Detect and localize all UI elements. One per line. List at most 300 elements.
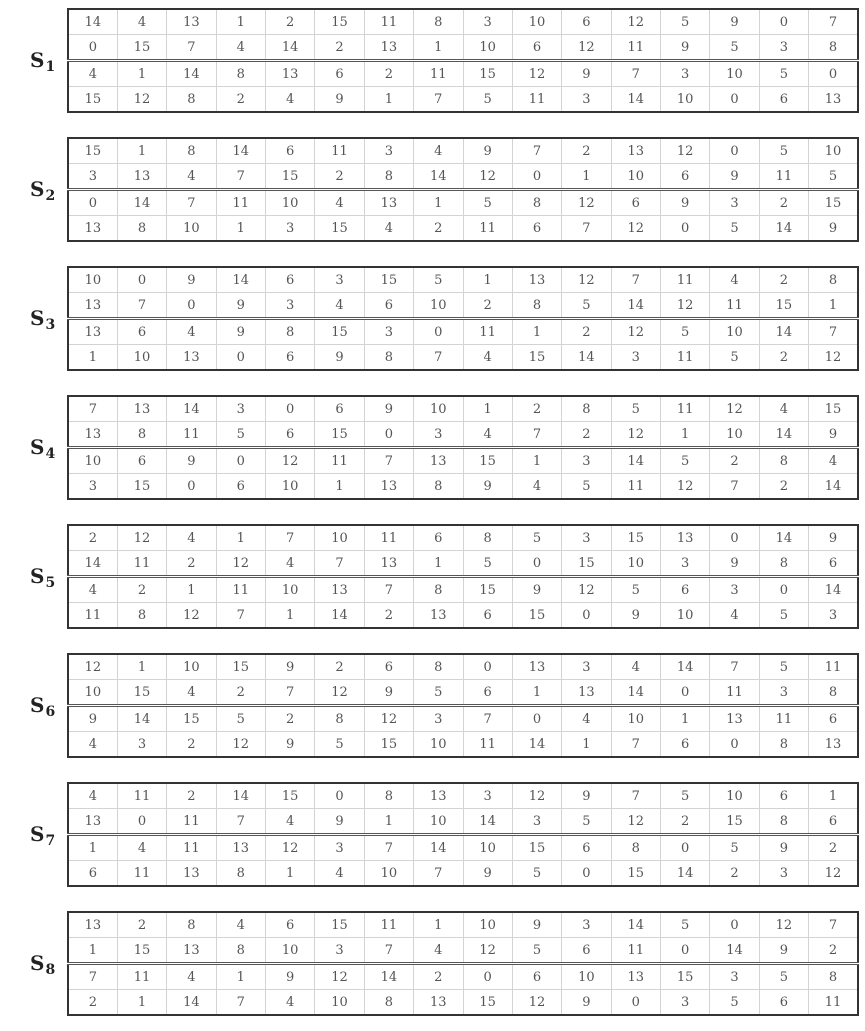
sbox-cell: 12 [463,164,512,190]
sbox-cell: 12 [512,990,561,1016]
sbox-cell: 0 [315,783,364,809]
sbox-cell: 10 [463,835,512,861]
sbox-cell: 10 [414,732,463,758]
sbox-cell: 4 [710,267,759,293]
sbox-cell: 5 [710,835,759,861]
sbox-cell: 15 [463,61,512,87]
sbox-cell: 1 [414,551,463,577]
sbox-cell: 5 [661,319,710,345]
sbox-cell: 11 [710,293,759,319]
sbox-cell: 13 [611,964,660,990]
sbox-row [68,267,858,293]
sbox-cell: 12 [809,345,858,371]
sbox-cell: 4 [315,190,364,216]
sbox-cell: 6 [266,422,315,448]
sbox-cell: 1 [512,448,561,474]
sbox-cell: 5 [661,783,710,809]
sbox-cell: 11 [759,706,808,732]
sbox-cell: 5 [512,861,561,887]
sbox-cell: 10 [364,861,413,887]
sbox-cell: 15 [167,706,216,732]
sbox-cell: 15 [463,577,512,603]
sbox-cell: 11 [611,35,660,61]
sbox-cell: 13 [414,990,463,1016]
sbox-cell: 14 [809,474,858,500]
sbox-cell: 9 [364,396,413,422]
sbox-cell: 11 [661,345,710,371]
sbox-cell: 8 [315,706,364,732]
sbox-cell: 4 [167,525,216,551]
sbox-label-index: 7 [45,833,56,849]
sbox-cell: 12 [562,190,611,216]
sbox-row [68,525,858,551]
sbox-cell: 3 [661,990,710,1016]
sbox-cell: 15 [315,319,364,345]
sbox-cell: 8 [216,938,265,964]
sbox-cell: 8 [611,835,660,861]
sbox-cell: 7 [512,422,561,448]
sbox-cell: 3 [759,680,808,706]
sbox-cell: 3 [364,138,413,164]
sbox-cell: 3 [315,835,364,861]
sbox-cell: 7 [809,9,858,35]
sbox-cell: 7 [315,551,364,577]
sbox-cell: 4 [809,448,858,474]
sbox-cell: 10 [661,603,710,629]
sbox-cell: 3 [315,267,364,293]
sbox-cell: 12 [266,448,315,474]
sbox-cell: 0 [710,732,759,758]
sbox-cell: 0 [167,474,216,500]
sbox-cell: 14 [216,138,265,164]
sbox-cell: 15 [117,35,166,61]
sbox-cell: 11 [364,9,413,35]
sbox-cell: 9 [315,345,364,371]
sbox-cell: 12 [759,912,808,938]
sbox-cell: 4 [117,9,166,35]
sbox-cell: 1 [364,87,413,113]
sbox-cell: 5 [562,474,611,500]
sbox-cell: 7 [216,603,265,629]
sbox-cell: 6 [661,577,710,603]
sbox-cell: 13 [364,474,413,500]
sbox-table [67,8,859,113]
sbox-cell: 8 [759,809,808,835]
sbox-cell: 15 [315,9,364,35]
sbox-row [68,861,858,887]
sbox-cell: 9 [809,525,858,551]
sbox-cell: 14 [611,912,660,938]
sbox-cell: 2 [562,138,611,164]
sbox-cell: 8 [809,680,858,706]
sbox-cell: 6 [266,138,315,164]
sbox-row [68,9,858,35]
sbox-table [67,266,859,371]
sbox-cell: 1 [216,216,265,242]
sbox-cell: 4 [167,680,216,706]
sbox-cell: 14 [117,190,166,216]
sbox-cell: 11 [167,835,216,861]
sbox-cell: 8 [364,990,413,1016]
sbox-cell: 6 [759,990,808,1016]
sbox-cell: 2 [562,319,611,345]
sbox-cell: 3 [809,603,858,629]
sbox-cell: 2 [216,680,265,706]
sbox-cell: 10 [463,912,512,938]
sbox-cell: 10 [315,990,364,1016]
sbox-cell: 4 [414,138,463,164]
sbox-cell: 0 [266,396,315,422]
sbox-row [68,422,858,448]
sbox-cell: 10 [167,216,216,242]
sbox-cell: 2 [414,216,463,242]
sbox-cell: 10 [266,474,315,500]
sbox-cell: 1 [117,138,166,164]
sbox-cell: 7 [167,190,216,216]
sbox-cell: 2 [710,861,759,887]
sbox-cell: 14 [611,87,660,113]
sbox-label-letter: S [30,951,45,975]
sbox-cell: 1 [117,61,166,87]
sbox-cell: 9 [759,938,808,964]
sbox-row [68,783,858,809]
sbox-cell: 6 [266,345,315,371]
sbox-cell: 8 [117,216,166,242]
sbox-cell: 4 [710,603,759,629]
sbox-cell: 1 [216,525,265,551]
sbox-cell: 6 [809,706,858,732]
sbox-table [67,395,859,500]
sbox-cell: 15 [315,216,364,242]
sbox-cell: 5 [216,706,265,732]
sbox-cell: 10 [512,9,561,35]
sbox-cell: 2 [117,912,166,938]
sbox-cell: 10 [710,319,759,345]
sbox-cell: 15 [315,912,364,938]
sbox-row [68,345,858,371]
sbox-cell: 14 [167,990,216,1016]
sbox-cell: 3 [661,61,710,87]
sbox-cell: 12 [216,551,265,577]
sbox-cell: 13 [710,706,759,732]
sbox-row [68,448,858,474]
sbox-cell: 1 [562,164,611,190]
sbox-label [30,48,56,75]
sbox-cell: 10 [710,61,759,87]
sbox-cell: 9 [809,216,858,242]
sbox-cell: 15 [463,448,512,474]
sbox-cell: 8 [117,422,166,448]
sbox-cell: 11 [364,525,413,551]
sbox-cell: 3 [710,190,759,216]
sbox-cell: 8 [266,319,315,345]
sbox-cell: 3 [710,964,759,990]
sbox-cell: 5 [414,680,463,706]
sbox-cell: 0 [414,319,463,345]
sbox-cell: 13 [167,938,216,964]
sbox-cell: 15 [266,783,315,809]
sbox-cell: 14 [759,525,808,551]
sbox-cell: 0 [661,938,710,964]
sbox-cell: 15 [463,990,512,1016]
sbox-cell: 3 [463,9,512,35]
sbox-cell: 0 [68,35,117,61]
sbox-cell: 3 [562,87,611,113]
sbox-cell: 1 [216,9,265,35]
sbox-cell: 14 [759,216,808,242]
sbox-cell: 4 [167,164,216,190]
sbox-cell: 0 [463,964,512,990]
sbox-cell: 11 [117,551,166,577]
sbox-cell: 11 [661,396,710,422]
sbox-cell: 12 [117,525,166,551]
sbox-cell: 7 [809,912,858,938]
sbox-cell: 9 [315,87,364,113]
sbox-cell: 8 [809,964,858,990]
sbox-cell: 1 [512,319,561,345]
sbox-cell: 14 [562,345,611,371]
sbox-cell: 7 [611,267,660,293]
sbox-cell: 6 [117,448,166,474]
sbox-cell: 4 [68,61,117,87]
sbox-cell: 9 [611,603,660,629]
sbox-cell: 1 [266,861,315,887]
sbox-cell: 14 [167,396,216,422]
sbox-cell: 7 [611,732,660,758]
sbox-cell: 10 [68,448,117,474]
sbox-cell: 6 [463,603,512,629]
sbox-cell: 14 [167,61,216,87]
sbox-table [67,524,859,629]
sbox-cell: 11 [167,422,216,448]
sbox-cell: 8 [216,61,265,87]
sbox-cell: 6 [512,216,561,242]
sbox-row [68,990,858,1016]
sbox-cell: 4 [216,35,265,61]
sbox-cell: 8 [759,448,808,474]
sbox-cell: 5 [562,293,611,319]
sbox-cell: 2 [266,706,315,732]
sbox-cell: 15 [117,938,166,964]
sbox-cell: 13 [512,654,561,680]
sbox-cell: 2 [759,190,808,216]
sbox-cell: 15 [216,654,265,680]
sbox-cell: 2 [759,267,808,293]
sbox-cell: 7 [117,293,166,319]
sbox-cell: 1 [414,190,463,216]
sbox-row [68,654,858,680]
sbox-cell: 2 [315,35,364,61]
sbox-block-3 [0,266,865,380]
sbox-cell: 14 [759,422,808,448]
sbox-cell: 5 [710,35,759,61]
sbox-cell: 6 [364,654,413,680]
sbox-cell: 13 [68,422,117,448]
sbox-cell: 14 [611,293,660,319]
sbox-cell: 2 [809,938,858,964]
sbox-cell: 9 [759,835,808,861]
sbox-cell: 12 [315,964,364,990]
sbox-cell: 0 [661,216,710,242]
sbox-cell: 7 [266,680,315,706]
sbox-cell: 14 [710,938,759,964]
sbox-cell: 6 [661,732,710,758]
sbox-cell: 0 [562,603,611,629]
sbox-cell: 13 [68,809,117,835]
sbox-cell: 12 [463,938,512,964]
sbox-cell: 4 [167,964,216,990]
sbox-cell: 9 [315,809,364,835]
sbox-cell: 2 [315,654,364,680]
sbox-cell: 9 [216,293,265,319]
sbox-cell: 13 [266,61,315,87]
sbox-cell: 3 [266,293,315,319]
sbox-cell: 7 [266,525,315,551]
sbox-cell: 6 [463,680,512,706]
sbox-cell: 0 [710,912,759,938]
sbox-cell: 2 [512,396,561,422]
sbox-cell: 12 [266,835,315,861]
sbox-cell: 1 [68,345,117,371]
sbox-cell: 14 [68,551,117,577]
sbox-cell: 12 [512,783,561,809]
sbox-cell: 9 [364,680,413,706]
sbox-cell: 3 [562,525,611,551]
sbox-label-index: 3 [45,317,56,333]
sbox-label-letter: S [30,177,45,201]
sbox-cell: 4 [68,732,117,758]
sbox-cell: 13 [68,319,117,345]
sbox-cell: 1 [414,912,463,938]
sbox-label [30,822,56,849]
sbox-cell: 1 [117,654,166,680]
sbox-cell: 12 [611,809,660,835]
sbox-cell: 1 [463,267,512,293]
sbox-label-letter: S [30,48,45,72]
sbox-cell: 7 [710,654,759,680]
sbox-row [68,706,858,732]
sbox-cell: 14 [463,809,512,835]
sbox-cell: 0 [710,525,759,551]
sbox-row [68,293,858,319]
sbox-cell: 1 [315,474,364,500]
sbox-cell: 11 [364,912,413,938]
sbox-cell: 6 [809,551,858,577]
sbox-cell: 3 [759,35,808,61]
sbox-block-2 [0,137,865,251]
sbox-cell: 6 [266,912,315,938]
sbox-cell: 10 [68,267,117,293]
sbox-label [30,564,56,591]
sbox-row [68,87,858,113]
sbox-cell: 4 [266,990,315,1016]
sbox-cell: 14 [216,267,265,293]
sbox-cell: 5 [562,809,611,835]
sbox-row [68,577,858,603]
sbox-label [30,177,56,204]
sbox-cell: 4 [117,835,166,861]
sbox-cell: 12 [661,138,710,164]
sbox-row [68,835,858,861]
sbox-cell: 7 [463,706,512,732]
sbox-cell: 2 [710,448,759,474]
sbox-cell: 13 [661,525,710,551]
sbox-cell: 15 [611,861,660,887]
sbox-cell: 14 [414,164,463,190]
sbox-cell: 12 [562,577,611,603]
sbox-cell: 15 [710,809,759,835]
sbox-cell: 11 [809,990,858,1016]
sbox-cell: 5 [661,9,710,35]
sbox-cell: 14 [611,448,660,474]
sbox-cell: 11 [315,448,364,474]
sbox-cell: 4 [463,422,512,448]
sbox-cell: 7 [611,61,660,87]
sbox-cell: 13 [414,783,463,809]
sbox-cell: 3 [562,448,611,474]
sbox-cell: 7 [167,35,216,61]
sbox-cell: 4 [759,396,808,422]
sbox-cell: 1 [68,835,117,861]
sbox-cell: 13 [315,577,364,603]
sbox-cell: 0 [512,164,561,190]
sbox-cell: 12 [661,293,710,319]
sbox-cell: 8 [414,654,463,680]
sbox-cell: 6 [611,190,660,216]
sbox-cell: 3 [266,216,315,242]
sbox-label [30,306,56,333]
sbox-cell: 7 [68,396,117,422]
sbox-cell: 15 [512,345,561,371]
sbox-cell: 11 [315,138,364,164]
sbox-cell: 8 [414,474,463,500]
sbox-cell: 0 [216,448,265,474]
sbox-cell: 3 [315,938,364,964]
sbox-cell: 9 [463,138,512,164]
sbox-cell: 11 [414,61,463,87]
sbox-label [30,951,56,978]
sbox-cell: 0 [661,680,710,706]
sbox-cell: 1 [266,603,315,629]
sbox-cell: 6 [216,474,265,500]
sbox-cell: 15 [364,732,413,758]
sbox-cell: 9 [68,706,117,732]
sbox-row [68,474,858,500]
sbox-cell: 8 [364,345,413,371]
sbox-row [68,164,858,190]
sbox-cell: 2 [364,603,413,629]
sbox-cell: 12 [117,87,166,113]
sbox-cell: 5 [463,87,512,113]
sbox-cell: 13 [117,164,166,190]
sbox-row [68,912,858,938]
sbox-cell: 5 [414,267,463,293]
sbox-label-index: 1 [45,59,56,75]
sbox-cell: 8 [463,525,512,551]
sbox-label [30,693,56,720]
sbox-cell: 2 [68,525,117,551]
sbox-cell: 1 [216,964,265,990]
sbox-cell: 7 [512,138,561,164]
sbox-cell: 10 [611,706,660,732]
sbox-cell: 5 [759,654,808,680]
sbox-block-6 [0,653,865,767]
sbox-cell: 1 [117,990,166,1016]
sbox-block-1 [0,8,865,122]
sbox-cell: 14 [315,603,364,629]
sbox-block-8 [0,911,865,1025]
sbox-cell: 14 [266,35,315,61]
